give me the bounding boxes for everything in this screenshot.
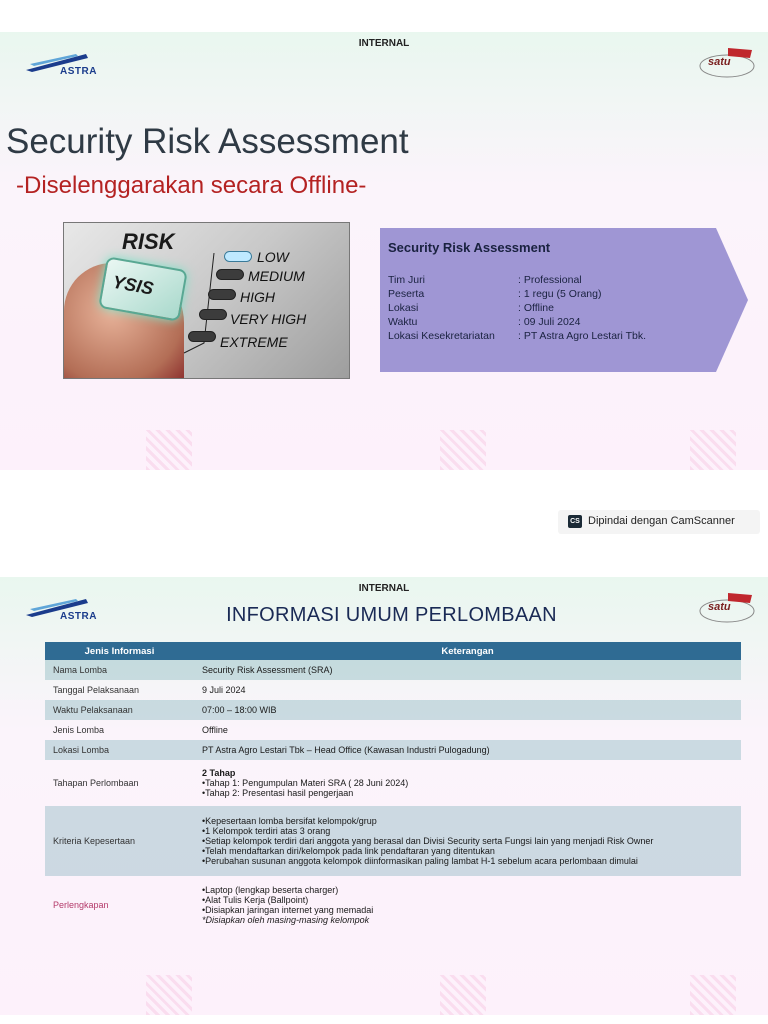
table-row: Jenis Lomba Offline <box>53 725 228 735</box>
list-item: • Tahap 1: Pengumpulan Materi SRA ( 28 Juni 2024) <box>202 778 733 788</box>
decor-pattern <box>440 430 486 470</box>
list-item: • Perubahan susunan anggota kelompok diinformasikan paling lambat H-1 sebelum acara perlombaan dimulai <box>202 856 733 866</box>
info-table <box>45 642 741 934</box>
very-high-indicator <box>199 309 227 320</box>
decor-pattern <box>690 975 736 1015</box>
slide-security-risk-assessment <box>0 32 768 470</box>
tahapan-list <box>202 778 733 798</box>
table-row-kriteria: Kriteria Kepesertaan • Kepesertaan lomba bersifat kelompok/grup • 1 Kelompok terdiri atas 3 orang • Setiap kelompok terdiri dari anggota yang berasal dan Divisi Security serta Fungsi lain yang menjadi Risk Owner • Telah mendaftarkan diri/kelompok pada link pendaftaran yang ditentukan • Perubahan susunan anggota kelompok diinformasikan paling lambat H-1 sebelum acara perlombaan dimulai <box>45 806 741 876</box>
list-item: • Alat Tulis Kerja (Ballpoint) <box>202 895 733 905</box>
extreme-indicator <box>188 331 216 342</box>
list-item: • Laptop (lengkap beserta charger) <box>202 885 733 895</box>
info-box: Security Risk Assessment Tim Juri : Professional Peserta : 1 regu (5 Orang) Lokasi : Offline Waktu : 09 Juli 2024 Lokasi Kesekretariatan : PT Astra Agro Lestari Tbk. <box>380 228 748 372</box>
high-indicator <box>208 289 236 300</box>
astra-logo: ASTRA <box>26 52 106 80</box>
risk-scale-lines <box>64 223 349 378</box>
camscanner-icon: CS <box>568 515 582 528</box>
slide-informasi-umum <box>0 577 768 1015</box>
risk-level-medium: MEDIUM <box>248 268 305 284</box>
satu-indonesia-logo: satu <box>698 591 756 625</box>
perlengkapan-note: *Disiapkan oleh masing-masing kelompok <box>202 915 370 925</box>
camscanner-watermark <box>558 510 760 534</box>
table-row-tahapan: Tahapan Perlombaan 2 Tahap • Tahap 1: Pengumpulan Materi SRA ( 28 Juni 2024) • Tahap 2: Presentasi hasil pengerjaan <box>45 760 741 806</box>
list-item: • 1 Kelompok terdiri atas 3 orang <box>202 826 733 836</box>
risk-level-low: LOW <box>257 249 289 265</box>
risk-label: RISK <box>122 229 175 254</box>
risk-level-very-high: VERY HIGH <box>230 311 307 327</box>
low-indicator <box>224 251 252 262</box>
list-item: • Setiap kelompok terdiri dari anggota yang berasal dan Divisi Security serta Fungsi lain yang menjadi Risk Owner <box>202 836 733 846</box>
risk-analysis-photo <box>63 222 350 379</box>
risk-level-extreme: EXTREME <box>220 334 288 350</box>
table-row-perlengkapan: Perlengkapan • Laptop (lengkap beserta charger) • Alat Tulis Kerja (Ballpoint) • Disiapkan jaringan internet yang memadai *Disiapkan oleh masing-masing kelompok <box>45 876 741 934</box>
internal-label: INTERNAL <box>358 38 410 49</box>
astra-logo: ASTRA <box>26 597 106 625</box>
slide-title: Security Risk Assessment <box>6 122 409 161</box>
internal-label: INTERNAL <box>358 583 410 594</box>
table-row: Waktu Pelaksanaan 07:00 – 18:00 WIB <box>45 700 741 720</box>
table-row: Nama Lomba Security Risk Assessment (SRA) <box>45 660 741 680</box>
list-item: • Disiapkan jaringan internet yang memadai <box>202 905 733 915</box>
analysis-button-image: YSIS <box>98 256 188 321</box>
perlengkapan-list <box>202 885 733 915</box>
risk-level-high: HIGH <box>240 289 275 305</box>
list-item: • Tahap 2: Presentasi hasil pengerjaan <box>202 788 733 798</box>
column-header-jenis-informasi: Jenis Informasi <box>45 642 194 660</box>
table-row: Tanggal Pelaksanaan 9 Juli 2024 <box>53 685 246 695</box>
satu-indonesia-logo: satu <box>698 46 756 80</box>
list-item: • Kepesertaan lomba bersifat kelompok/grup <box>202 816 733 826</box>
tahapan-heading: 2 Tahap <box>202 768 236 778</box>
decor-pattern <box>146 975 192 1015</box>
slide-title: INFORMASI UMUM PERLOMBAAN <box>226 604 557 626</box>
column-header-keterangan: Keterangan <box>194 642 741 660</box>
slide-subtitle: -Diselenggarakan secara Offline- <box>16 172 367 199</box>
decor-pattern <box>146 430 192 470</box>
info-box-heading: Security Risk Assessment <box>388 240 551 255</box>
decor-pattern <box>440 975 486 1015</box>
decor-pattern <box>690 430 736 470</box>
table-row: Lokasi Lomba PT Astra Agro Lestari Tbk – Head Office (Kawasan Industri Pulogadung) <box>45 740 741 760</box>
list-item: • Telah mendaftarkan diri/kelompok pada link pendaftaran yang ditentukan <box>202 846 733 856</box>
table-header-row <box>45 642 741 660</box>
medium-indicator <box>216 269 244 280</box>
camscanner-label: Dipindai dengan CamScanner <box>588 515 735 527</box>
kriteria-list <box>202 816 733 866</box>
